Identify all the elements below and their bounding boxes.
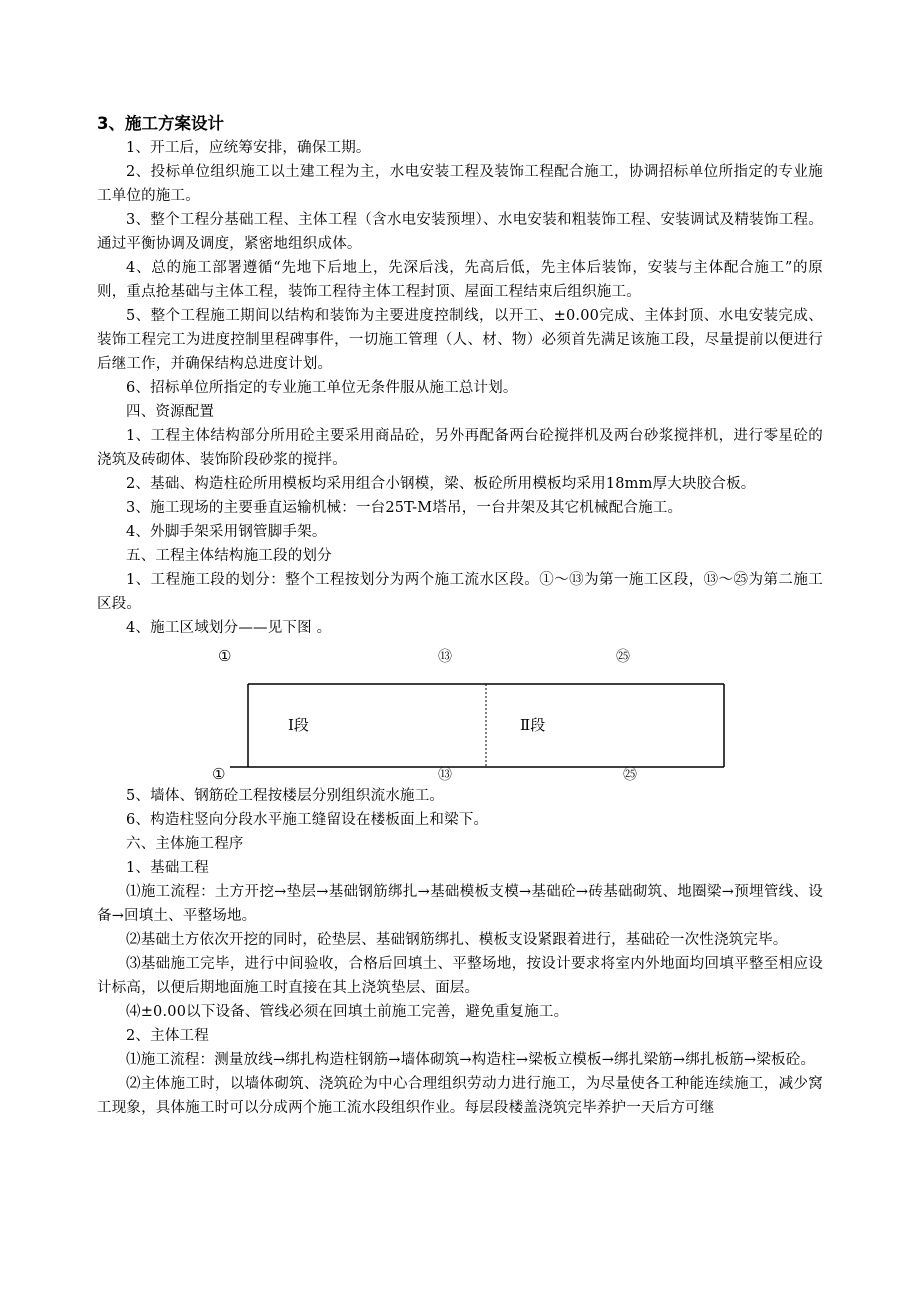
paragraph: 3、整个工程分基础工程、主体工程（含水电安装预埋）、水电安装和粗装饰工程、安装调试及精装饰工程。通过平衡协调及调度，紧密地组织成体。 bbox=[97, 212, 823, 252]
subsection-heading: 2、主体工程 bbox=[126, 1028, 209, 1044]
paragraph: 4、外脚手架采用钢管脚手架。 bbox=[126, 524, 327, 540]
segment-1-label: Ⅰ段 bbox=[288, 716, 309, 734]
paragraph: ⑶基础施工完毕，进行中间验收，合格后回填土、平整场地，按设计要求将室内外地面均回填平整至相应设计标高，以便后期地面施工时直接在其上浇筑垫层、面层。 bbox=[97, 956, 823, 996]
paragraph: ⑴施工流程：土方开挖→垫层→基础钢筋绑扎→基础模板支模→基础砼→砖基础砌筑、地圈梁→预埋管线、设备→回填土、平整场地。 bbox=[97, 884, 823, 924]
section-heading: 六、主体施工程序 bbox=[126, 836, 244, 852]
top-text-block bbox=[97, 112, 823, 640]
axis-label-mid-top: ⑬ bbox=[438, 649, 452, 665]
axis-label-end-bottom: ㉕ bbox=[623, 767, 637, 783]
paragraph: 2、基础、构造柱砼所用模板均采用组合小钢模，梁、板砼所用模板均采用18mm厚大块胶合板。 bbox=[126, 476, 756, 492]
paragraph: 1、工程主体结构部分所用砼主要采用商品砼，另外再配备两台砼搅拌机及两台砂浆搅拌机，进行零星砼的浇筑及砖砌体、装饰阶段砂浆的搅拌。 bbox=[97, 428, 823, 468]
segment-2-label: Ⅱ段 bbox=[520, 716, 546, 734]
section-heading: 五、工程主体结构施工段的划分 bbox=[126, 548, 332, 564]
paragraph: 3、施工现场的主要垂直运输机械：一台25T-M塔吊，一台井架及其它机械配合施工。 bbox=[126, 500, 683, 516]
axis-label-start-bottom: ① bbox=[212, 765, 226, 783]
paragraph: 5、墙体、钢筋砼工程按楼层分别组织流水施工。 bbox=[126, 788, 445, 804]
paragraph: 1、开工后，应统筹安排，确保工期。 bbox=[126, 140, 371, 156]
paragraph: 5、整个工程施工期间以结构和装饰为主要进度控制线，以开工、±0.00完成、主体封顶、水电安装完成、装饰工程完工为进度控制里程碑事件，一切施工管理（人、材、物）必须首先满足该施工段，尽量提前以便进行后继工作，并确保结构总进度计划。 bbox=[97, 308, 823, 372]
axis-label-mid-bottom: ⑬ bbox=[438, 767, 452, 783]
paragraph: 2、投标单位组织施工以土建工程为主，水电安装工程及装饰工程配合施工，协调招标单位所指定的专业施工单位的施工。 bbox=[97, 164, 823, 204]
paragraph: 4、总的施工部署遵循“先地下后地上，先深后浅，先高后低，先主体后装饰，安装与主体配合施工”的原则，重点抢基础与主体工程，装饰工程待主体工程封顶、屋面工程结束后组织施工。 bbox=[97, 260, 823, 300]
paragraph: 4、施工区域划分——见下图 。 bbox=[126, 620, 332, 636]
paragraph: ⑵基础土方依次开挖的同时，砼垫层、基础钢筋绑扎、模板支设紧跟着进行，基础砼一次性浇筑完毕。 bbox=[126, 932, 788, 948]
section-heading: 四、资源配置 bbox=[126, 404, 215, 420]
bottom-text-block bbox=[97, 784, 823, 1120]
axis-label-end-top: ㉕ bbox=[616, 649, 630, 665]
paragraph: 1、工程施工段的划分：整个工程按划分为两个施工流水区段。①～⑬为第一施工区段，⑬～㉕为第二施工区段。 bbox=[97, 572, 823, 612]
subsection-heading: 1、基础工程 bbox=[126, 860, 209, 876]
section-title: 3、施工方案设计 bbox=[97, 114, 224, 133]
paragraph: 6、构造柱竖向分段水平施工缝留设在楼板面上和梁下。 bbox=[126, 812, 489, 828]
paragraph: ⑷±0.00以下设备、管线必须在回填土前施工完善，避免重复施工。 bbox=[126, 1004, 569, 1020]
paragraph: ⑴施工流程：测量放线→绑扎构造柱钢筋→墙体砌筑→构造柱→梁板立模板→绑扎梁筋→绑扎板筋→梁板砼。 bbox=[126, 1052, 816, 1068]
paragraph: ⑵主体施工时，以墙体砌筑、浇筑砼为中心合理组织劳动力进行施工，为尽量使各工种能连续施工，减少窝工现象，具体施工时可以分成两个施工流水段组织作业。每层段楼盖浇筑完毕养护一天后方可继 bbox=[97, 1076, 823, 1116]
axis-label-start-top: ① bbox=[218, 647, 232, 665]
paragraph: 6、招标单位所指定的专业施工单位无条件服从施工总计划。 bbox=[126, 380, 518, 396]
